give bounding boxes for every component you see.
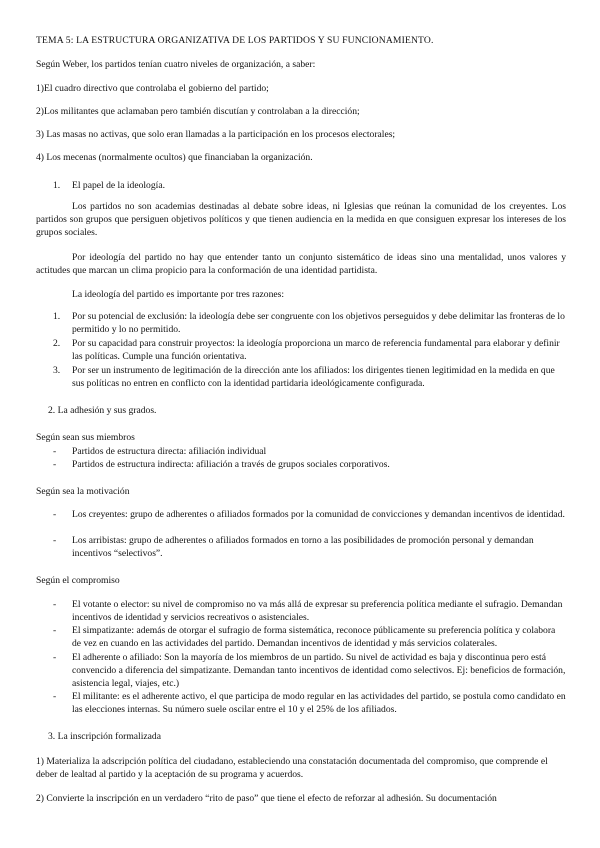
list-bullet: -: [53, 625, 57, 636]
level-item: 1)El cuadro directivo que controlaba el gobierno del partido;: [36, 83, 269, 94]
paragraph: 1) Materializa la adscripción política del ciudadano, estableciendo una constatación documentada del compromiso, que comprende el deber de lealtad al partido y la aceptación de su programa y acuerdos.: [36, 756, 548, 781]
page-title: TEMA 5: LA ESTRUCTURA ORGANIZATIVA DE LOS PARTIDOS Y SU FUNCIONAMIENTO.: [36, 35, 434, 46]
list-bullet: -: [53, 652, 57, 663]
list-bullet: -: [53, 509, 57, 520]
list-number: 1.: [53, 311, 61, 322]
level-item: 4) Los mecenas (normalmente ocultos) que financiaban la organización.: [36, 152, 313, 163]
list-item: Los arribistas: grupo de adherentes o afiliados formados en torno a las posibilidades de promoción personal y demandan incentivos “selectivos”.: [72, 535, 534, 560]
list-bullet: -: [53, 446, 57, 457]
list-bullet: -: [53, 535, 57, 546]
group-label: Según sea la motivación: [36, 486, 130, 497]
list-bullet: -: [53, 459, 57, 470]
paragraph: 2) Convierte la inscripción en un verdadero “rito de paso” que tiene el efecto de reforzar al adhesión. Su documentación: [36, 793, 497, 804]
level-item: 3) Las masas no activas, que solo eran llamadas a la participación en los procesos electorales;: [36, 129, 396, 140]
list-item: Los creyentes: grupo de adherentes o afiliados formados por la comunidad de convicciones y demandan incentivos de identidad.: [72, 509, 565, 520]
list-item: El militante: es el adherente activo, el que participa de modo regular en las actividades del partido, se postula como candidato en las elecciones internas. Su número suele oscilar entre el 10 y el 25% de los afiliados.: [72, 691, 566, 716]
group-label: Según el compromiso: [36, 575, 120, 586]
list-item: Por ser un instrumento de legitimación de la dirección ante los afiliados: los dirigentes tienen legitimidad en la medida en que sus políticas no entren en conflicto con la identidad partidaria ideológicamente configurada.: [72, 365, 555, 390]
list-item: El votante o elector: su nivel de compromiso no va más allá de expresar su preferencia política mediante el sufragio. Demandan incentivos de identidad y servicios recreativos o asistenciales.: [72, 599, 563, 624]
level-item: 2)Los militantes que aclamaban pero también discutían y controlaban a la dirección;: [36, 106, 360, 117]
list-item: Por su capacidad para construir proyectos: la ideología proporciona un marco de referencia fundamental para elaborar y definir las políticas. Cumple una función orientativa.: [72, 338, 560, 363]
list-item: El simpatizante: además de otorgar el sufragio de forma sistemática, reconoce públicamente su preferencia política y colabora de vez en cuando en las actividades del partido. Demandan incentivos de identidad y más servicios colaterales.: [72, 625, 556, 650]
intro-paragraph: Según Weber, los partidos tenían cuatro niveles de organización, a saber:: [36, 59, 316, 70]
paragraph: Por ideología del partido no hay que entender tanto un conjunto sistemático de ideas sino una mentalidad, unos valores y actitudes que marcan un clima propicio para la conformación de una identidad partidista.: [36, 252, 566, 277]
list-number: 2.: [53, 338, 61, 349]
group-label: Según sean sus miembros: [36, 432, 135, 443]
section-heading: 2. La adhesión y sus grados.: [48, 405, 157, 416]
section-number: 1.: [53, 180, 61, 191]
list-item: Partidos de estructura indirecta: afiliación a través de grupos sociales corporativos.: [72, 459, 390, 470]
section-heading: 3. La inscripción formalizada: [48, 731, 161, 742]
list-item: Partidos de estructura directa: afiliación individual: [72, 446, 267, 457]
section-heading: El papel de la ideología.: [72, 180, 165, 191]
list-number: 3.: [53, 365, 61, 376]
list-bullet: -: [53, 691, 57, 702]
list-item: El adherente o afiliado: Son la mayoría de los miembros de un partido. Su nivel de actividad es baja y discontinua pero está convencido a diferencia del simpatizante. Demandan tanto incentivos de identidad como selectivos. Ej: beneficios de formación, asistencia legal, viajes, etc.): [72, 652, 566, 690]
list-bullet: -: [53, 599, 57, 610]
paragraph: La ideología del partido es importante por tres razones:: [72, 289, 285, 300]
paragraph: Los partidos no son academias destinadas al debate sobre ideas, ni Iglesias que reúnan la comunidad de los creyentes. Los partidos son grupos que persiguen objetivos políticos y que tienen audiencia en la medida en que consiguen expresar los intereses de los grupos sociales.: [36, 201, 566, 239]
list-item: Por su potencial de exclusión: la ideología debe ser congruente con los objetivos perseguidos y debe delimitar las fronteras de lo permitido y lo no permitido.: [72, 311, 565, 336]
